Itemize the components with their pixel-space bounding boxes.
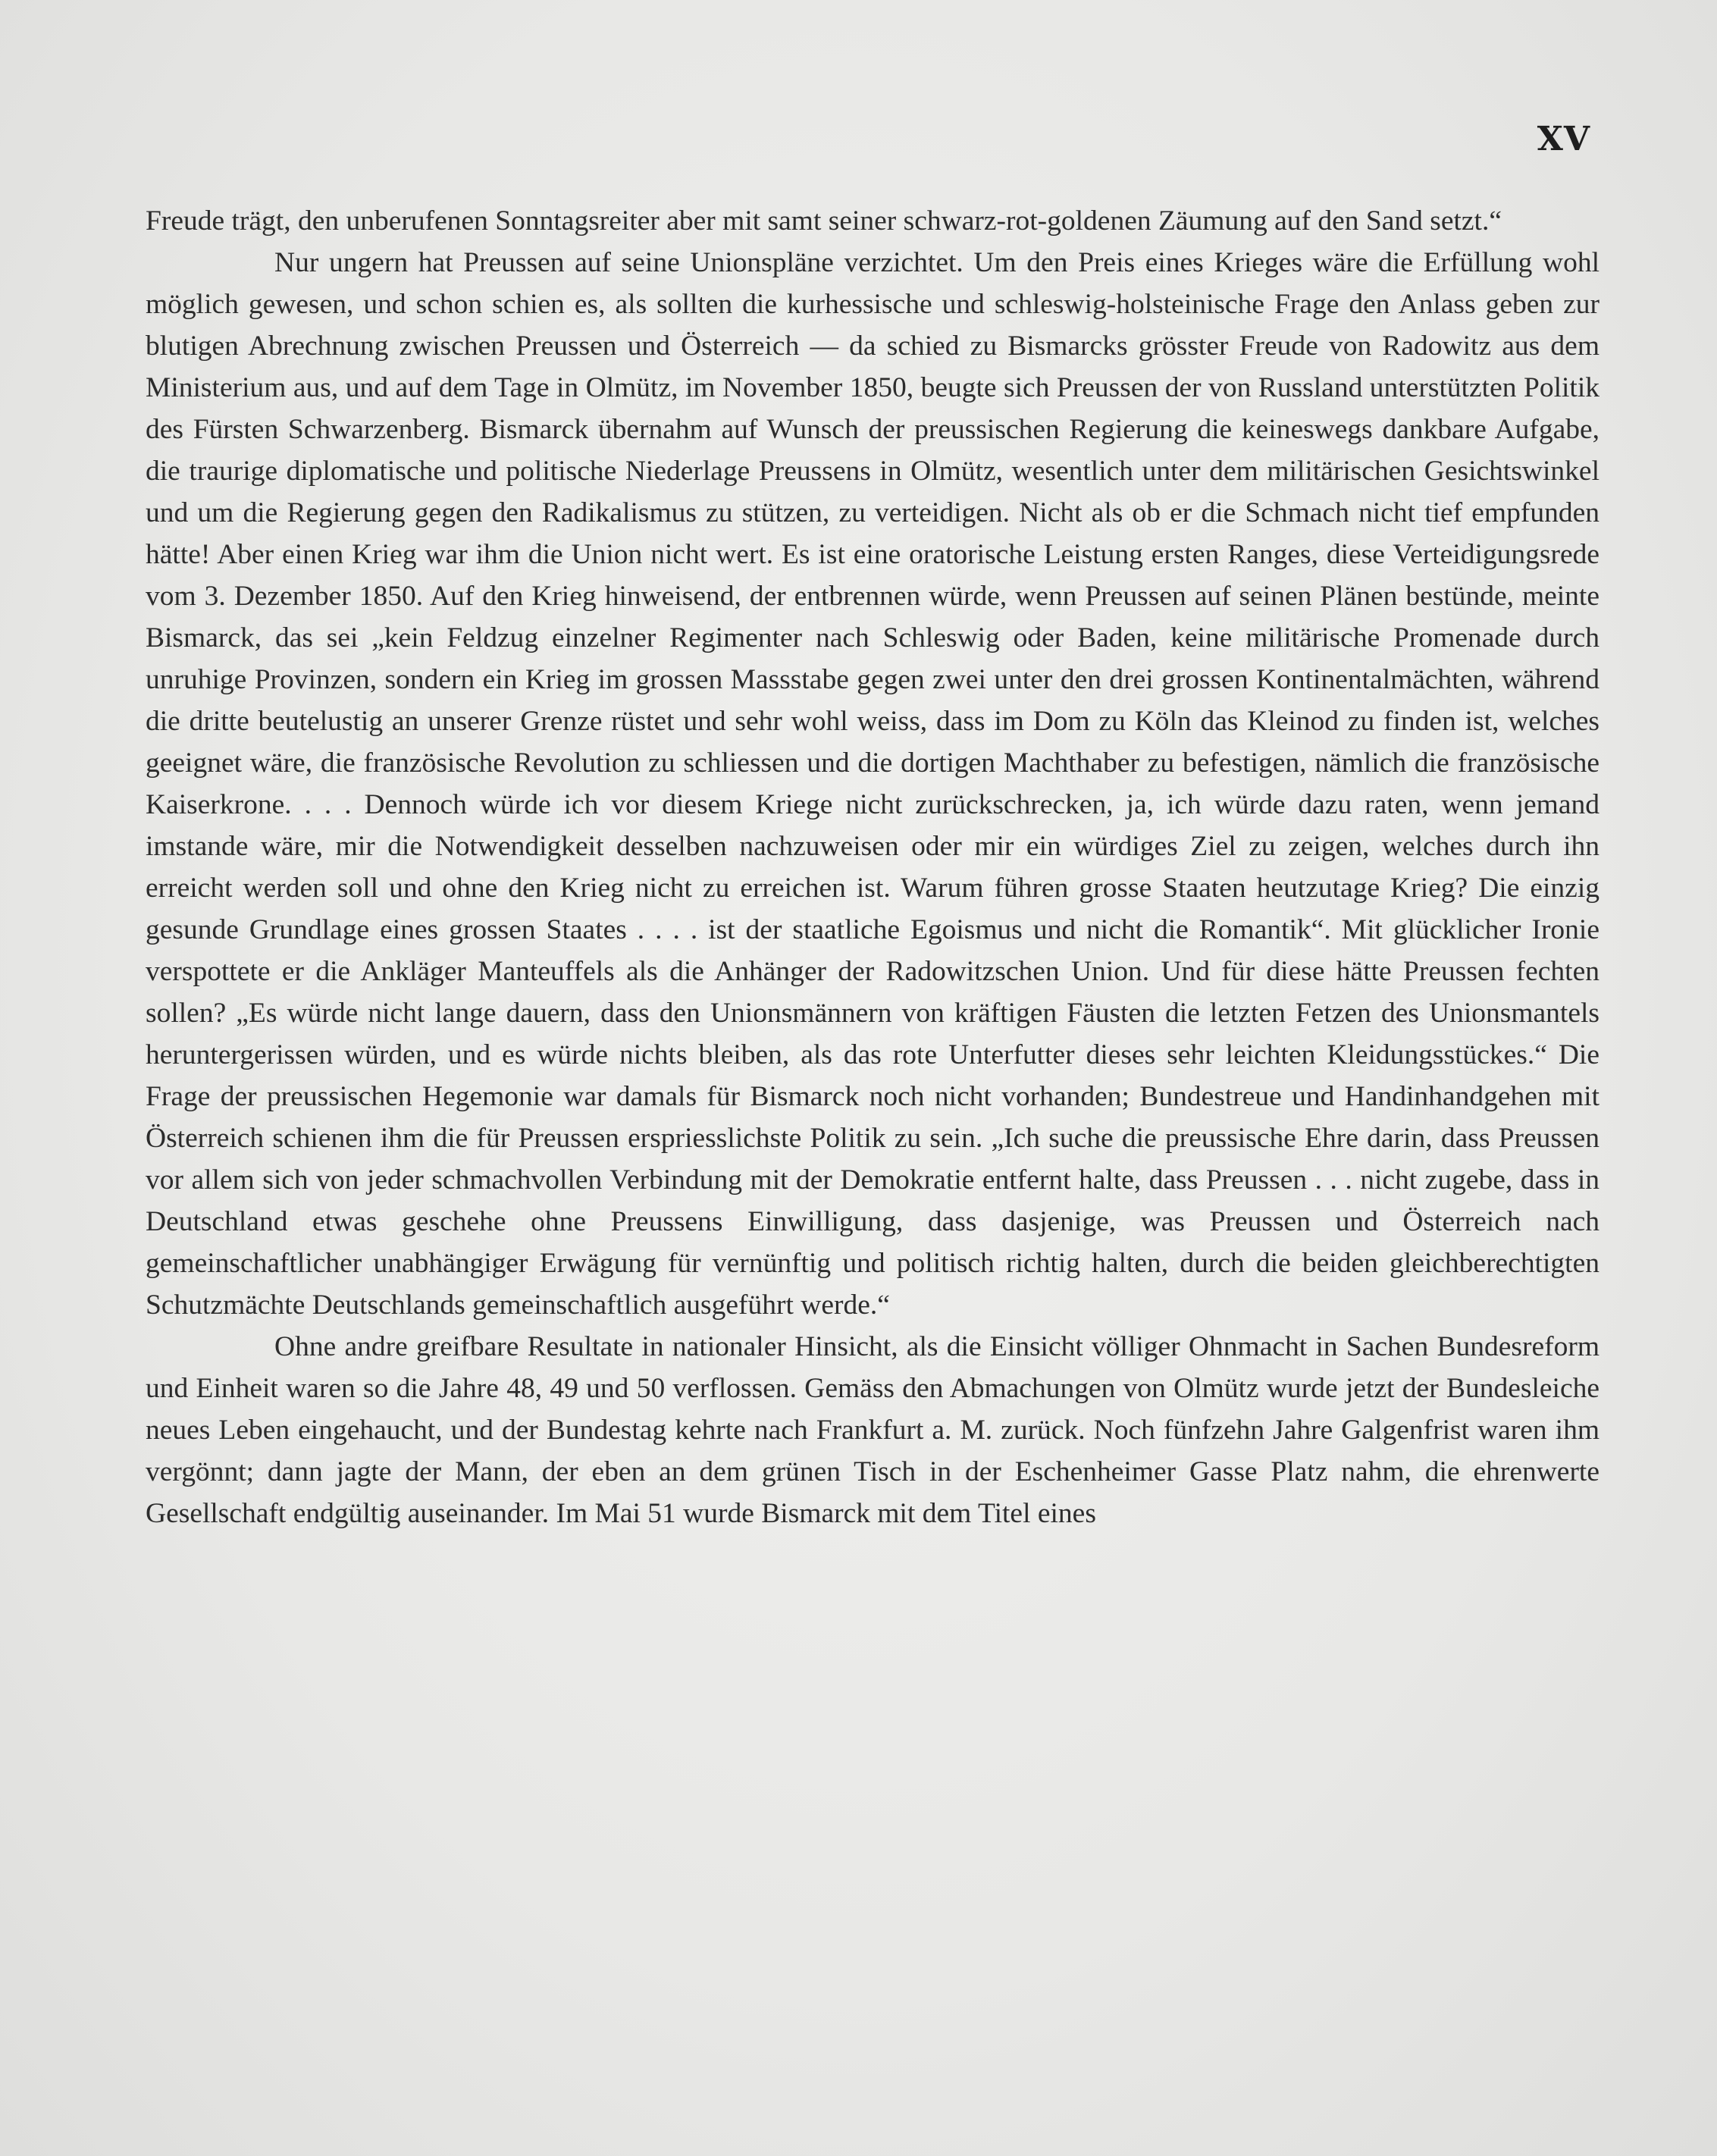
page-number: XV — [1537, 120, 1590, 158]
paragraph-1: Freude trägt, den unberufenen Sonntagsreiter aber mit samt seiner schwarz-rot-goldenen Zäumung auf den Sand setzt.“ — [146, 205, 1502, 237]
paragraph-3: Ohne andre greifbare Resultate in nationaler Hinsicht, als die Einsicht völliger Ohnmacht in Sachen Bundesreform und Einheit waren so die Jahre 48, 49 und 50 verflossen. Gemäss den Abmachungen von Olmütz wurde jetzt der Bundesleiche neues Leben eingehaucht, und der Bundestag kehrte nach Frankfurt a. M. zurück. Noch fünfzehn Jahre Galgenfrist waren ihm vergönnt; dann jagte der Mann, der eben an dem grünen Tisch in der Eschenheimer Gasse Platz nahm, die ehrenwerte Gesellschaft endgültig auseinander. Im Mai 51 wurde Bismarck mit dem Titel eines — [146, 1331, 1600, 1529]
paragraph-2: Nur ungern hat Preussen auf seine Unionspläne verzichtet. Um den Preis eines Krieges wäre die Erfüllung wohl möglich gewesen, und schon schien es, als sollten die kurhessische und schleswig-holsteinische Frage den Anlass geben zur blutigen Abrechnung zwischen Preussen und Österreich — da schied zu Bismarcks grösster Freude von Radowitz aus dem Ministerium aus, und auf dem Tage in Olmütz, im November 1850, beugte sich Preussen der von Russland unterstützten Politik des Fürsten Schwarzenberg. Bismarck übernahm auf Wunsch der preussischen Regierung die keineswegs dankbare Aufgabe, die traurige diplomatische und politische Niederlage Preussens in Olmütz, wesentlich unter dem militärischen Gesichtswinkel und um die Regierung gegen den Radikalismus zu stützen, zu verteidigen. Nicht als ob er die Schmach nicht tief empfunden hätte! Aber einen Krieg war ihm die Union nicht wert. Es ist eine oratorische Leistung ersten Ranges, diese Verteidigungsrede vom 3. Dezember 1850. Auf den Krieg hinweisend, der entbrennen würde, wenn Preussen auf seinen Plänen bestünde, meinte Bismarck, das sei „kein Feldzug einzelner Regimenter nach Schleswig oder Baden, keine militärische Promenade durch unruhige Provinzen, sondern ein Krieg im grossen Massstabe gegen zwei unter den drei grossen Kontinentalmächten, während die dritte beutelustig an unserer Grenze rüstet und sehr wohl weiss, dass im Dom zu Köln das Kleinod zu finden ist, welches geeignet wäre, die französische Revolution zu schliessen und die dortigen Machthaber zu befestigen, nämlich die französische Kaiserkrone. . . . Dennoch würde ich vor diesem Kriege nicht zurückschrecken, ja, ich würde dazu raten, wenn jemand imstande wäre, mir die Notwendigkeit desselben nachzuweisen oder mir ein würdiges Ziel zu zeigen, welches durch ihn erreicht werden soll und ohne den Krieg nicht zu erreichen ist. Warum führen grosse Staaten heutzutage Krieg? Die einzig gesunde Grundlage eines grossen Staates . . . . ist der staatliche Egoismus und nicht die Romantik“. Mit glücklicher Ironie verspottete er die Ankläger Manteuffels als die Anhänger der Radowitzschen Union. Und für diese hätte Preussen fechten sollen? „Es würde nicht lange dauern, dass den Unionsmännern von kräftigen Fäusten die letzten Fetzen des Unionsmantels heruntergerissen würden, und es würde nichts bleiben, als das rote Unterfutter dieses sehr leichten Kleidungsstückes.“ Die Frage der preussischen Hegemonie war damals für Bismarck noch nicht vorhanden; Bundestreue und Handinhandgehen mit Österreich schienen ihm die für Preussen erspriesslichste Politik zu sein. „Ich suche die preussische Ehre darin, dass Preussen vor allem sich von jeder schmachvollen Verbindung mit der Demokratie entfernt halte, dass Preussen . . . nicht zugebe, dass in Deutschland etwas geschehe ohne Preussens Einwilligung, dass dasjenige, was Preussen und Österreich nach gemeinschaftlicher unabhängiger Erwägung für vernünftig und politisch richtig halten, durch die beiden gleichberechtigten Schutzmächte Deutschlands gemeinschaftlich ausgeführt werde.“ — [146, 247, 1600, 1321]
body-text — [146, 200, 1600, 1534]
